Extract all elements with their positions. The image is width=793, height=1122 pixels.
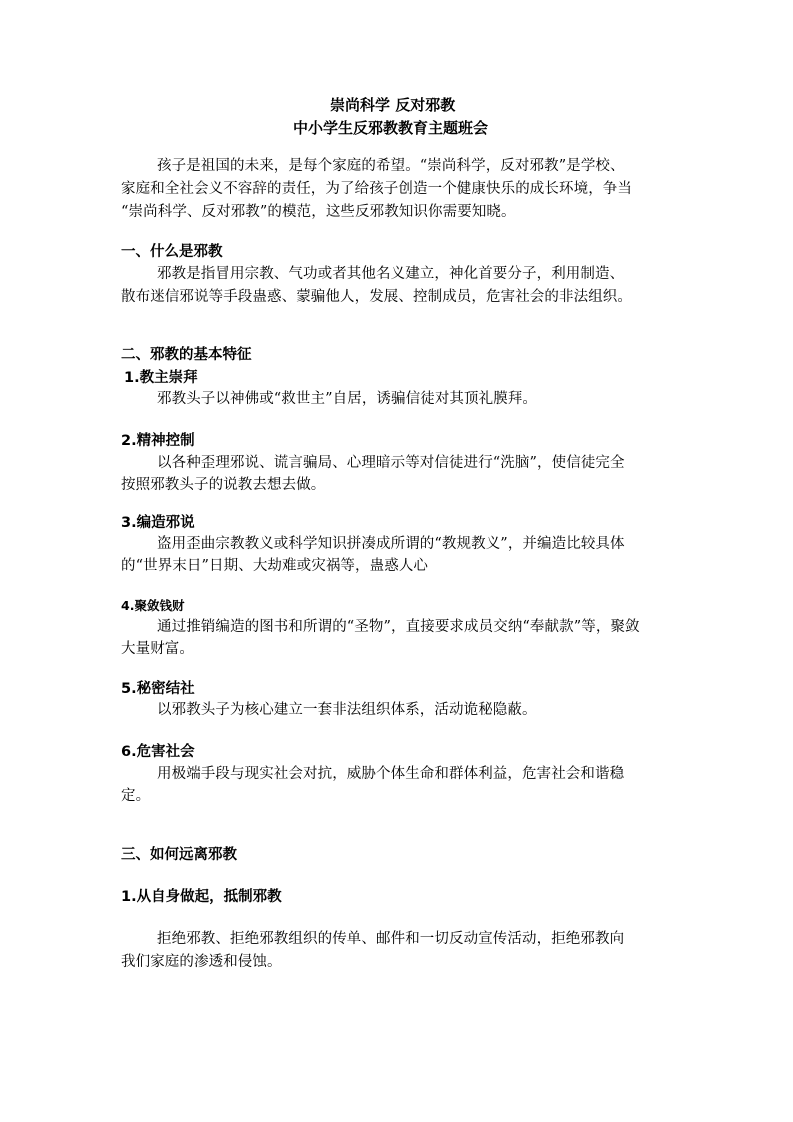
intro-line1: 孩子是祖国的未来，是每个家庭的希望。“崇尚科学，反对邪教”是学校、 xyxy=(157,158,625,174)
intro-line2: 家庭和全社会义不容辞的责任，为了给孩子创造一个健康快乐的成长环境，争当 xyxy=(121,181,632,197)
section1-line2: 散布迷信邪说等手段蛊惑、蒙骗他人，发展、控制成员，危害社会的非法组织。 xyxy=(121,289,632,305)
feature2-heading: 2.精神控制 xyxy=(121,433,195,449)
feature1-heading: 1.教主崇拜 xyxy=(124,370,198,386)
intro-line3: “崇尚科学、反对邪教”的模范，这些反邪教知识你需要知晓。 xyxy=(121,204,516,220)
feature4-line2: 大量财富。 xyxy=(121,641,194,657)
feature6-line2: 定。 xyxy=(121,788,151,804)
section3-sub1-heading: 1.从自身做起，抵制邪教 xyxy=(121,889,282,905)
feature2-line2: 按照邪教头子的说教去想去做。 xyxy=(121,477,326,493)
feature4-line1: 通过推销编造的图书和所谓的“圣物”，直接要求成员交纳“奉献款”等，聚敛 xyxy=(157,619,640,635)
feature6-line1: 用极端手段与现实社会对抗，威胁个体生命和群体利益，危害社会和谐稳 xyxy=(157,766,625,782)
feature5-line1: 以邪教头子为核心建立一套非法组织体系，活动诡秘隐蔽。 xyxy=(157,702,537,718)
feature5-heading: 5.秘密结社 xyxy=(121,681,195,697)
section2-heading: 二、邪教的基本特征 xyxy=(121,347,252,363)
section1-line1: 邪教是指冒用宗教、气功或者其他名义建立，神化首要分子，利用制造、 xyxy=(157,266,625,282)
feature1-line1: 邪教头子以神佛或“救世主”自居，诱骗信徒对其顶礼膜拜。 xyxy=(157,391,538,407)
feature3-heading: 3.编造邪说 xyxy=(121,515,195,531)
section3-heading: 三、如何远离邪教 xyxy=(121,847,237,863)
section3-sub1-line2: 我们家庭的渗透和侵蚀。 xyxy=(121,954,282,970)
feature3-line1: 盗用歪曲宗教教义或科学知识拼凑成所谓的“教规教义”，并编造比较具体 xyxy=(157,536,625,552)
section3-sub1-line1: 拒绝邪教、拒绝邪教组织的传单、邮件和一切反动宣传活动，拒绝邪教向 xyxy=(157,931,625,947)
doc-title-line2: 中小学生反邪教教育主题班会 xyxy=(293,119,489,137)
feature6-heading: 6.危害社会 xyxy=(121,744,195,760)
feature2-line1: 以各种歪理邪说、谎言骗局、心理暗示等对信徒进行“洗脑”，使信徒完全 xyxy=(157,455,625,471)
doc-title-line1: 崇尚科学 反对邪教 xyxy=(330,96,456,114)
feature3-line2: 的“世界末日”日期、大劫难或灾祸等，蛊惑人心 xyxy=(121,558,429,574)
feature4-heading: 4.聚敛钱财 xyxy=(121,598,185,613)
section1-heading: 一、什么是邪教 xyxy=(121,244,223,260)
